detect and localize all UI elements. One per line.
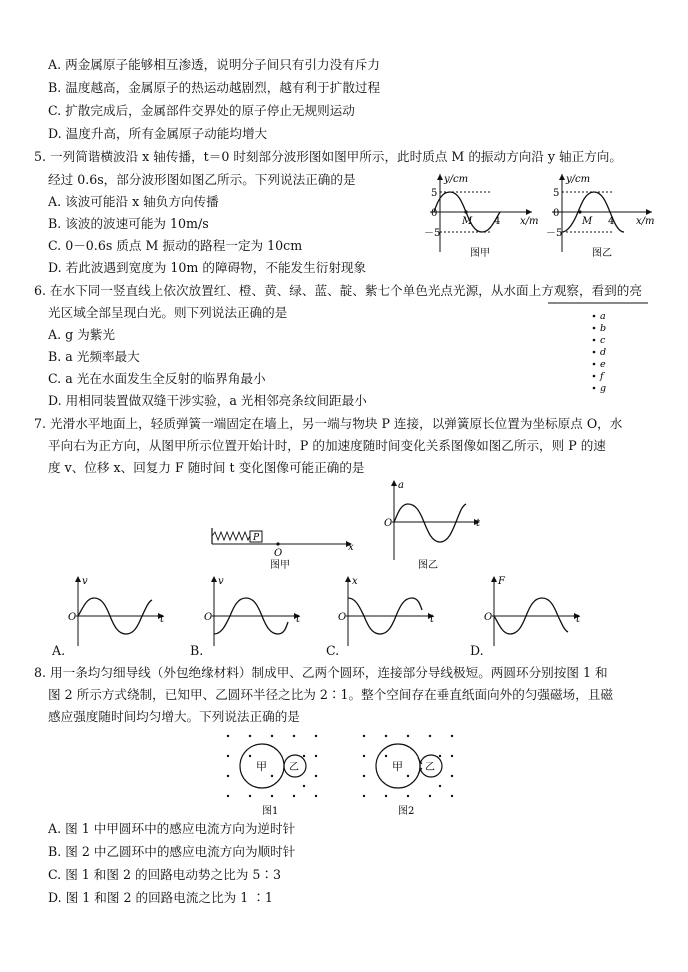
ring-jia-label: 甲: [392, 760, 403, 773]
q7-stem-line-3: 度 v、位移 x、回复力 F 随时间 t 变化图像可能正确的是: [48, 460, 365, 475]
q7-figure-jia: [206, 520, 356, 572]
q5-stem-line-2: 经过 0.6s，部分波形图如图乙所示。下列说法正确的是: [48, 172, 356, 187]
q4-option-d: D. 温度升高，所有金属原子动能均增大: [48, 126, 268, 141]
q5-yi-origin: 0: [553, 208, 560, 219]
ring-yi-label: 乙: [289, 762, 299, 773]
q6-option-c: C. a 光在水面发生全反射的临界角最小: [48, 371, 266, 386]
q5-yi-point-m: M: [582, 216, 593, 227]
fig-yi-caption: 图乙: [418, 560, 438, 571]
q6-stem-line-2: 光区域全部呈现白光。则下列说法正确的是: [48, 305, 288, 320]
q8-figure-2: [356, 728, 460, 820]
block-p-label: P: [253, 533, 260, 543]
q5-yi-tick-neg: －5: [546, 228, 563, 239]
q8-option-d: D. 图 1 和图 2 的回路电流之比为 1 ∶1: [48, 890, 273, 905]
q5-yi-caption: 图乙: [592, 248, 612, 259]
q6-stem-line-1: 6. 在水下同一竖直线上依次放置红、橙、黄、绿、蓝、靛、紫七个单色光点光源，从水面上方观察，看到的亮: [34, 283, 642, 298]
choice-a-xlabel: t: [160, 614, 165, 625]
q8-figure-1: [220, 728, 324, 820]
q5-jia-ylabel: y/cm: [444, 174, 469, 185]
q8-stem-line-2: 图 2 所示方式绕制，已知甲、乙圆环半径之比为 2∶1。整个空间存在垂直纸面向外的匀强磁场，且磁: [48, 687, 613, 702]
choice-a-origin: O: [68, 612, 77, 623]
q4-option-c: C. 扩散完成后，金属部件交界处的原子停止无规则运动: [48, 103, 355, 118]
dot-label-g: g: [600, 383, 607, 394]
fig-yi-origin: O: [384, 518, 393, 529]
q5-jia-tick-pos: 5: [431, 188, 438, 199]
q5-jia-tick-neg: －5: [424, 228, 441, 239]
q8-option-b: B. 图 2 中乙圆环中的感应电流方向为顺时针: [48, 844, 296, 859]
q5-yi-tick-4: 4: [608, 216, 615, 227]
choice-d-ylabel: F: [498, 576, 505, 587]
q8-stem-line-1: 8. 用一条均匀细导线（外包绝缘材料）制成甲、乙两个圆环，连接部分导线极短。两圆环分别按图 1 和: [34, 665, 608, 680]
dot-label-c: c: [600, 335, 606, 346]
q7-stem-line-1: 7. 光滑水平地面上，轻质弹簧一端固定在墙上，另一端与物块 P 连接，以弹簧原长位置为坐标原点 O，水: [34, 416, 623, 431]
q4-option-a: A. 两金属原子能够相互渗透，说明分子间只有引力没有斥力: [48, 57, 380, 72]
q7-choice-a: [60, 574, 172, 656]
q5-jia-caption: 图甲: [470, 248, 490, 259]
q7-choice-b-letter: B.: [190, 643, 204, 658]
choice-c-origin: O: [338, 612, 347, 623]
choice-d-origin: O: [484, 612, 493, 623]
ring-yi-label: 乙: [425, 762, 435, 773]
choice-a-ylabel: v: [82, 576, 88, 587]
q7-choice-b: [196, 574, 308, 656]
dot-label-b: b: [600, 323, 607, 334]
q5-jia-xlabel: x/m: [520, 216, 539, 227]
fig-yi-xlabel: t: [476, 518, 481, 529]
q8-option-c: C. 图 1 和图 2 的回路电动势之比为 5∶3: [48, 867, 281, 882]
q8-option-a: A. 图 1 中甲圆环中的感应电流方向为逆时针: [48, 821, 296, 836]
dot-label-f: f: [600, 371, 604, 382]
q5-option-a: A. 该波可能沿 x 轴负方向传播: [48, 194, 219, 209]
ring-jia-label: 甲: [256, 760, 267, 773]
q7-choice-d-letter: D.: [470, 643, 484, 658]
q5-yi-ylabel: y/cm: [566, 174, 591, 185]
q5-yi-tick-pos: 5: [553, 188, 560, 199]
q6-option-b: B. a 光频率最大: [48, 349, 140, 364]
choice-c-xlabel: t: [430, 614, 435, 625]
choice-d-xlabel: t: [576, 614, 581, 625]
origin-label: O: [274, 548, 283, 559]
fig-jia-caption: 图甲: [270, 560, 290, 571]
q6-option-d: D. 用相同装置做双缝干涉实验，a 光相邻亮条纹间距最小: [48, 393, 367, 408]
q5-jia-point-m: M: [462, 216, 473, 227]
q5-option-c: C. 0－0.6s 质点 M 振动的路程一定为 10cm: [48, 238, 303, 253]
choice-b-ylabel: v: [218, 576, 224, 587]
q7-figure-yi: [380, 478, 484, 572]
choice-b-origin: O: [204, 612, 213, 623]
dot-label-e: e: [600, 359, 606, 370]
q7-choice-a-letter: A.: [52, 643, 66, 658]
fig-yi-ylabel: a: [398, 480, 404, 491]
fig2-caption: 图2: [398, 806, 415, 817]
choice-c-ylabel: x: [352, 576, 358, 587]
q6-option-a: A. g 为紫光: [48, 327, 115, 342]
q5-figure-jia: [420, 170, 542, 262]
dot-label-d: d: [600, 347, 607, 358]
q7-choice-c-letter: C.: [326, 643, 340, 658]
q7-choice-d: [476, 574, 588, 656]
q5-stem-line-1: 5. 一列简谐横波沿 x 轴传播，t＝0 时刻部分波形图如图甲所示，此时质点 M 的振动方向沿 y 轴正方向。: [34, 149, 622, 164]
q5-option-b: B. 该波的波速可能为 10m/s: [48, 216, 209, 231]
q7-choice-c: [330, 574, 442, 656]
q5-yi-xlabel: x/m: [636, 216, 655, 227]
x-axis-label: x: [348, 542, 354, 553]
q5-jia-origin: 0: [431, 208, 438, 219]
q4-option-b: B. 温度越高，金属原子的热运动越剧烈，越有利于扩散过程: [48, 80, 381, 95]
q5-jia-tick-4: 4: [494, 216, 501, 227]
q8-stem-line-3: 感应强度随时间均匀增大。下列说法正确的是: [48, 709, 300, 724]
q7-stem-line-2: 平向右为正方向，从图甲所示位置开始计时，P 的加速度随时间变化关系图像如图乙所示，则 P 的速: [48, 438, 606, 453]
q6-light-sources-figure: [548, 300, 652, 400]
q5-option-d: D. 若此波遇到宽度为 10m 的障碍物，不能发生衍射现象: [48, 260, 367, 275]
q5-figure-yi: [544, 170, 664, 262]
dot-label-a: a: [600, 311, 606, 322]
choice-b-xlabel: t: [296, 614, 301, 625]
fig1-caption: 图1: [262, 806, 279, 817]
